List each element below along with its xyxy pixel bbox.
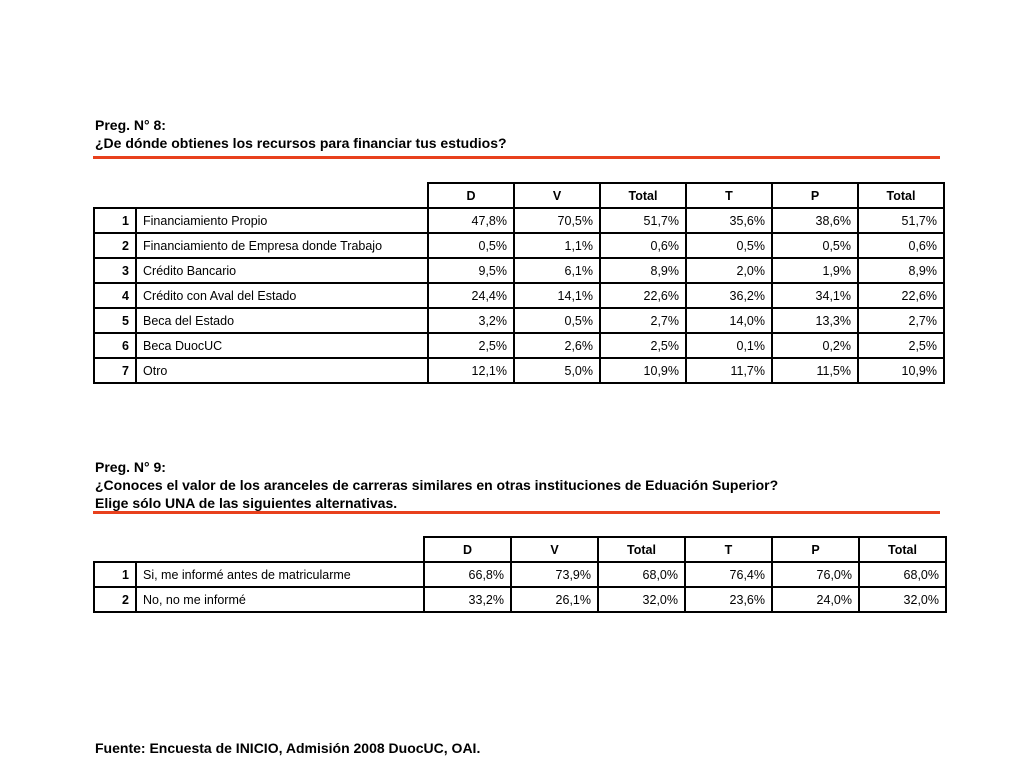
q9-instruction: Elige sólo UNA de las siguientes alternativas. bbox=[95, 495, 398, 511]
q8-row-number: 1 bbox=[94, 208, 136, 233]
q9-header-blank bbox=[94, 537, 424, 562]
q9-row-label: Si, me informé antes de matricularme bbox=[136, 562, 424, 587]
q8-row-value: 14,1% bbox=[514, 283, 600, 308]
q9-col-header: T bbox=[685, 537, 772, 562]
q8-row-value: 35,6% bbox=[686, 208, 772, 233]
q8-row-label: Financiamiento de Empresa donde Trabajo bbox=[136, 233, 428, 258]
q8-row-value: 0,5% bbox=[514, 308, 600, 333]
q8-table-row bbox=[94, 333, 944, 358]
q8-row-label: Crédito con Aval del Estado bbox=[136, 283, 428, 308]
q8-row-value: 47,8% bbox=[428, 208, 514, 233]
q9-row-number: 2 bbox=[94, 587, 136, 612]
q8-row-value: 10,9% bbox=[600, 358, 686, 383]
q8-col-header: T bbox=[686, 183, 772, 208]
q8-row-value: 2,5% bbox=[428, 333, 514, 358]
q8-row-value: 0,6% bbox=[858, 233, 944, 258]
q8-row-value: 3,2% bbox=[428, 308, 514, 333]
q8-col-header: Total bbox=[600, 183, 686, 208]
q8-row-value: 11,5% bbox=[772, 358, 858, 383]
q8-row-value: 0,1% bbox=[686, 333, 772, 358]
q8-heading bbox=[95, 116, 507, 152]
q8-row-number: 7 bbox=[94, 358, 136, 383]
q8-row-value: 36,2% bbox=[686, 283, 772, 308]
q9-row-value: 76,0% bbox=[772, 562, 859, 587]
q8-header-blank bbox=[94, 183, 428, 208]
q9-col-header: Total bbox=[859, 537, 946, 562]
q8-row-value: 51,7% bbox=[858, 208, 944, 233]
q8-row-value: 8,9% bbox=[858, 258, 944, 283]
source-note: Fuente: Encuesta de INICIO, Admisión 2008 DuocUC, OAI. bbox=[95, 740, 481, 756]
q9-title: Preg. N° 9: bbox=[95, 459, 166, 475]
q8-row-value: 13,3% bbox=[772, 308, 858, 333]
q8-row-value: 38,6% bbox=[772, 208, 858, 233]
q8-row-value: 5,0% bbox=[514, 358, 600, 383]
q8-row-value: 9,5% bbox=[428, 258, 514, 283]
q8-col-header: V bbox=[514, 183, 600, 208]
q8-row-value: 0,5% bbox=[428, 233, 514, 258]
q8-row-value: 2,5% bbox=[600, 333, 686, 358]
q9-table-row bbox=[94, 587, 946, 612]
q8-table-row bbox=[94, 358, 944, 383]
q8-row-number: 6 bbox=[94, 333, 136, 358]
q8-row-number: 5 bbox=[94, 308, 136, 333]
q9-row-value: 24,0% bbox=[772, 587, 859, 612]
q8-row-value: 0,2% bbox=[772, 333, 858, 358]
q8-table bbox=[93, 182, 945, 384]
q9-table-row bbox=[94, 562, 946, 587]
q8-row-value: 2,7% bbox=[858, 308, 944, 333]
q8-row-value: 10,9% bbox=[858, 358, 944, 383]
q9-col-header: Total bbox=[598, 537, 685, 562]
q8-col-header: Total bbox=[858, 183, 944, 208]
q8-question: ¿De dónde obtienes los recursos para financiar tus estudios? bbox=[95, 135, 507, 151]
q9-row-value: 76,4% bbox=[685, 562, 772, 587]
q8-row-value: 8,9% bbox=[600, 258, 686, 283]
q8-row-value: 0,5% bbox=[686, 233, 772, 258]
q8-row-value: 11,7% bbox=[686, 358, 772, 383]
q8-row-label: Otro bbox=[136, 358, 428, 383]
q9-row-value: 68,0% bbox=[859, 562, 946, 587]
q8-col-header: D bbox=[428, 183, 514, 208]
q8-row-value: 6,1% bbox=[514, 258, 600, 283]
q8-row-value: 2,7% bbox=[600, 308, 686, 333]
q9-row-value: 32,0% bbox=[598, 587, 685, 612]
q9-row-number: 1 bbox=[94, 562, 136, 587]
q8-row-value: 51,7% bbox=[600, 208, 686, 233]
q8-table-row bbox=[94, 283, 944, 308]
q9-table bbox=[93, 536, 947, 613]
q8-title: Preg. N° 8: bbox=[95, 117, 166, 133]
q8-table-row bbox=[94, 208, 944, 233]
q8-row-value: 22,6% bbox=[858, 283, 944, 308]
q8-row-value: 12,1% bbox=[428, 358, 514, 383]
q8-row-number: 2 bbox=[94, 233, 136, 258]
q8-row-value: 14,0% bbox=[686, 308, 772, 333]
q8-table-row bbox=[94, 233, 944, 258]
q8-col-header: P bbox=[772, 183, 858, 208]
q9-col-header: D bbox=[424, 537, 511, 562]
q8-row-value: 70,5% bbox=[514, 208, 600, 233]
q8-row-value: 2,0% bbox=[686, 258, 772, 283]
q8-row-label: Beca DuocUC bbox=[136, 333, 428, 358]
q9-row-value: 23,6% bbox=[685, 587, 772, 612]
q8-table-row bbox=[94, 258, 944, 283]
q9-row-value: 73,9% bbox=[511, 562, 598, 587]
q8-row-value: 1,9% bbox=[772, 258, 858, 283]
q9-row-value: 32,0% bbox=[859, 587, 946, 612]
q9-question: ¿Conoces el valor de los aranceles de carreras similares en otras instituciones de Eduación Superior? bbox=[95, 477, 779, 493]
q8-accent-rule bbox=[93, 156, 940, 159]
q8-row-number: 4 bbox=[94, 283, 136, 308]
q9-col-header: V bbox=[511, 537, 598, 562]
q9-header-row bbox=[94, 537, 946, 562]
q9-row-value: 66,8% bbox=[424, 562, 511, 587]
q8-row-label: Financiamiento Propio bbox=[136, 208, 428, 233]
q8-row-value: 0,5% bbox=[772, 233, 858, 258]
q9-row-value: 33,2% bbox=[424, 587, 511, 612]
q9-row-value: 26,1% bbox=[511, 587, 598, 612]
q8-row-value: 2,5% bbox=[858, 333, 944, 358]
q9-row-label: No, no me informé bbox=[136, 587, 424, 612]
q8-row-value: 2,6% bbox=[514, 333, 600, 358]
q8-row-label: Beca del Estado bbox=[136, 308, 428, 333]
q8-row-value: 22,6% bbox=[600, 283, 686, 308]
q8-row-label: Crédito Bancario bbox=[136, 258, 428, 283]
q9-heading bbox=[95, 458, 778, 512]
q8-row-value: 1,1% bbox=[514, 233, 600, 258]
q8-row-value: 0,6% bbox=[600, 233, 686, 258]
q9-col-header: P bbox=[772, 537, 859, 562]
q8-row-value: 34,1% bbox=[772, 283, 858, 308]
q8-header-row bbox=[94, 183, 944, 208]
q9-accent-rule bbox=[93, 511, 940, 514]
q9-row-value: 68,0% bbox=[598, 562, 685, 587]
q8-table-row bbox=[94, 308, 944, 333]
q8-row-number: 3 bbox=[94, 258, 136, 283]
q8-row-value: 24,4% bbox=[428, 283, 514, 308]
